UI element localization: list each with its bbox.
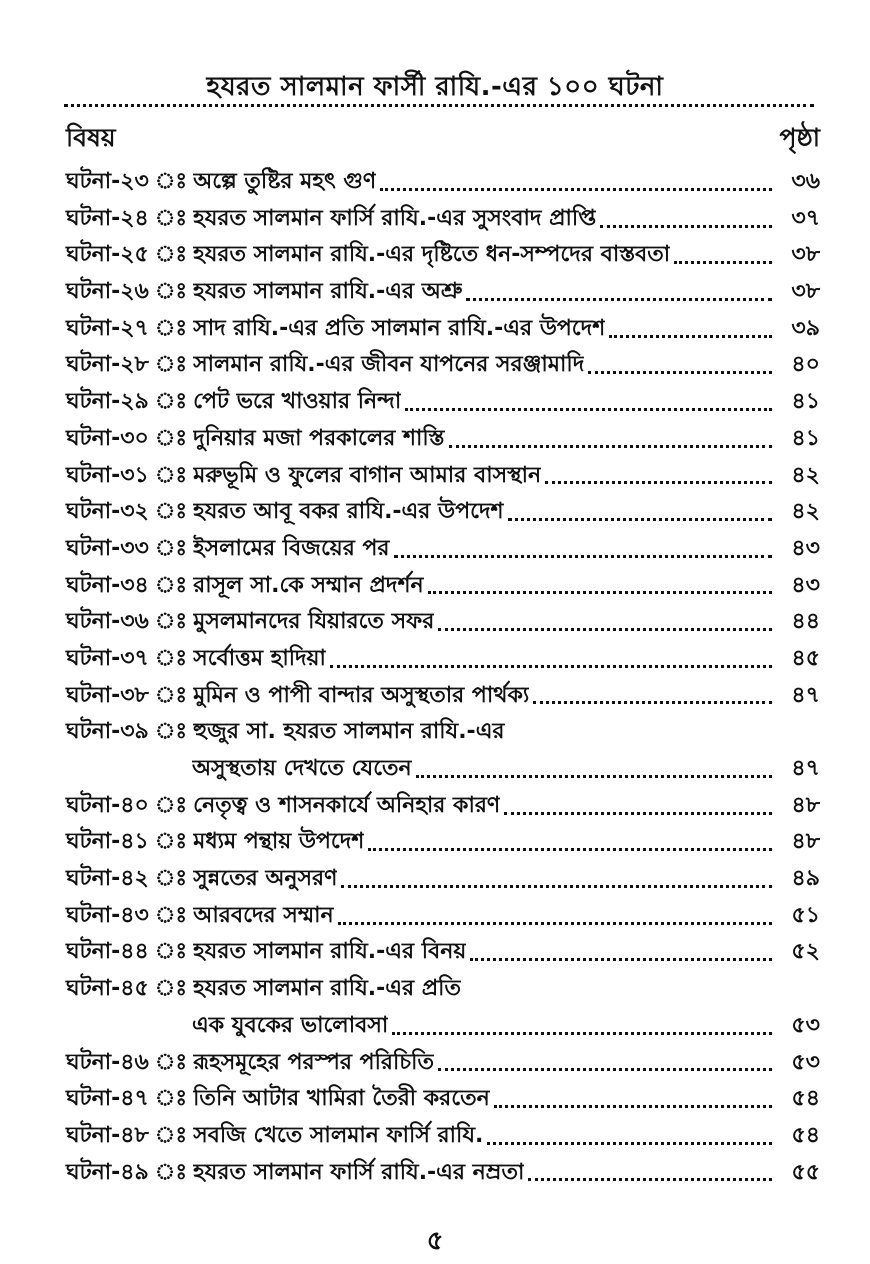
- toc-entry: [66, 201, 820, 238]
- entry-page: ৫২: [791, 939, 820, 965]
- entry-title: হযরত সালমান রাযি.-এর অশ্রু: [193, 279, 463, 305]
- dot-leader: [405, 408, 772, 411]
- entry-number: ঘটনা-২৪: [66, 205, 149, 231]
- entry-number: ঘটনা-৩১: [66, 462, 149, 488]
- entry-separator: ঃ: [154, 719, 188, 745]
- entry-separator: ঃ: [154, 866, 188, 892]
- dot-leader: [449, 445, 773, 448]
- column-headings: [66, 118, 820, 161]
- entry-title: সুন্নতের অনুসরণ: [193, 866, 338, 892]
- dot-leader: [330, 665, 772, 668]
- entry-separator: ঃ: [154, 535, 188, 561]
- entry-title: রূহসমূহের পরস্পর পরিচিতি: [193, 1049, 434, 1075]
- entry-title: হযরত সালমান ফার্সি রাযি.-এর সুসংবাদ প্রাপ্তি: [193, 205, 597, 231]
- entry-title: হযরত সালমান রাযি.-এর দৃষ্টিতে ধন-সম্পদের বাস্তবতা: [193, 242, 671, 268]
- entry-page: ৫১: [791, 902, 820, 928]
- entry-title: অল্পে তুষ্টির মহৎ গুণ: [193, 169, 377, 194]
- dot-leader: [588, 371, 772, 374]
- entry-page: ৪৩: [791, 572, 820, 598]
- entry-title-continued: অসুস্থতায় দেখতে যেতেন: [192, 756, 412, 781]
- entry-page: ৩৭: [791, 205, 820, 231]
- entry-title: সাদ রাযি.-এর প্রতি সালমান রাযি.-এর উপদেশ: [193, 315, 606, 341]
- entry-page: ৪৫: [791, 645, 820, 671]
- entry-title: হযরত সালমান রাযি.-এর প্রতি: [193, 976, 461, 1002]
- entry-number: ঘটনা-২৯: [66, 389, 149, 415]
- entry-number: ঘটনা-২৭: [66, 315, 149, 341]
- entry-separator: ঃ: [154, 1122, 188, 1148]
- entry-page: ৪৭: [791, 682, 820, 708]
- header-dotted-rule: [64, 104, 814, 107]
- toc-entry: [66, 788, 820, 825]
- entry-title: হযরত সালমান ফার্সি রাযি.-এর নম্রতা: [193, 1159, 525, 1185]
- entry-number: ঘটনা-২৩: [66, 169, 149, 194]
- entry-page: ৪১: [791, 425, 820, 451]
- entry-number: ঘটনা-৩৩: [66, 535, 149, 561]
- entry-title: সালমান রাযি.-এর জীবন যাপনের সরঞ্জামাদি: [193, 352, 585, 378]
- dot-leader: [338, 922, 772, 925]
- table-of-contents: [66, 164, 820, 1191]
- dot-leader: [394, 555, 772, 558]
- entry-number: ঘটনা-৩২: [66, 499, 149, 525]
- entry-page: ৫৪: [791, 1086, 820, 1112]
- entry-page: ৪২: [791, 462, 820, 488]
- entry-separator: ঃ: [154, 682, 188, 708]
- entry-number: ঘটনা-৪৫: [66, 976, 149, 1002]
- toc-entry: [66, 421, 820, 458]
- entry-number: ঘটনা-৩০: [66, 425, 149, 451]
- toc-entry: [66, 531, 820, 568]
- entry-page: ৩৯: [791, 315, 820, 341]
- subject-heading: বিষয়: [66, 123, 116, 152]
- entry-number: ঘটনা-৪৬: [66, 1049, 149, 1075]
- page-number: ৫: [426, 1226, 444, 1256]
- entry-page: ৫৪: [791, 1122, 820, 1148]
- entry-separator: ঃ: [154, 1159, 188, 1185]
- dot-leader: [528, 1178, 772, 1181]
- dot-leader: [494, 1105, 772, 1108]
- entry-title: মুসলমানদের যিয়ারতে সফর: [193, 609, 435, 635]
- dot-leader: [368, 848, 772, 851]
- entry-separator: ঃ: [154, 1049, 188, 1075]
- dot-leader: [674, 261, 772, 264]
- toc-entry: [66, 347, 820, 384]
- entry-page: ৩৬: [791, 169, 820, 194]
- toc-entry: [66, 568, 820, 605]
- toc-entry-continuation: [66, 1008, 820, 1045]
- entry-page: ৪০: [791, 352, 820, 378]
- entry-number: ঘটনা-৪২: [66, 866, 149, 892]
- entry-separator: ঃ: [154, 939, 188, 965]
- toc-entry: [66, 274, 820, 311]
- dot-leader: [487, 1142, 772, 1145]
- entry-separator: ঃ: [154, 499, 188, 525]
- entry-title: মধ্যম পন্থায় উপদেশ: [193, 829, 365, 855]
- entry-number: ঘটনা-২৮: [66, 352, 149, 378]
- dot-leader: [545, 481, 772, 484]
- entry-number: ঘটনা-৪৮: [66, 1122, 149, 1148]
- entry-number: ঘটনা-৪৪: [66, 939, 149, 965]
- dot-leader: [341, 885, 772, 888]
- entry-number: ঘটনা-৪৭: [66, 1086, 149, 1112]
- entry-separator: ঃ: [154, 902, 188, 928]
- dot-leader: [428, 591, 772, 594]
- toc-entry: [66, 458, 820, 495]
- toc-entry: [66, 971, 820, 1008]
- entry-page: ৫৩: [791, 1012, 820, 1038]
- entry-page: ৪৯: [791, 866, 820, 892]
- entry-title-continued: এক যুবকের ভালোবসা: [192, 1012, 389, 1038]
- entry-page: ৪৭: [791, 756, 820, 781]
- entry-page: ৪৮: [791, 792, 820, 818]
- toc-entry: [66, 604, 820, 641]
- entry-number: ঘটনা-৪৯: [66, 1159, 149, 1185]
- entry-separator: ঃ: [154, 279, 188, 305]
- entry-separator: ঃ: [154, 976, 188, 1002]
- dot-leader: [508, 518, 772, 521]
- dot-leader: [380, 188, 772, 191]
- entry-title: রাসূল সা.কে সম্মান প্রদর্শন: [193, 572, 424, 598]
- entry-number: ঘটনা-৩৪: [66, 572, 149, 598]
- entry-title: ইসলামের বিজয়ের পর: [193, 535, 390, 561]
- entry-title: নেতৃত্ব ও শাসনকার্যে অনিহার কারণ: [193, 792, 501, 818]
- entry-title: মরুভূমি ও ফুলের বাগান আমার বাসস্থান: [193, 462, 542, 488]
- entry-separator: ঃ: [154, 572, 188, 598]
- entry-title: মুমিন ও পাপী বান্দার অসুস্থতার পার্থক্য: [193, 682, 530, 708]
- toc-entry: [66, 1045, 820, 1082]
- entry-separator: ঃ: [154, 169, 188, 194]
- entry-number: ঘটনা-৩৭: [66, 645, 149, 671]
- page-heading: পৃষ্ঠা: [779, 123, 820, 152]
- entry-title: হুজুর সা. হযরত সালমান রাযি.-এর: [193, 719, 505, 745]
- entry-title: সর্বোত্তম হাদিয়া: [193, 645, 326, 671]
- entry-number: ঘটনা-২৫: [66, 242, 149, 268]
- entry-number: ঘটনা-৪০: [66, 792, 149, 818]
- dot-leader: [438, 1068, 772, 1071]
- entry-separator: ঃ: [154, 462, 188, 488]
- entry-page: ৪৪: [791, 609, 820, 635]
- entry-separator: ঃ: [154, 792, 188, 818]
- entry-separator: ঃ: [154, 205, 188, 231]
- entry-page: ৪১: [791, 389, 820, 415]
- toc-entry: [66, 678, 820, 715]
- entry-separator: ঃ: [154, 609, 188, 635]
- toc-entry: [66, 237, 820, 274]
- dot-leader: [392, 1032, 772, 1035]
- entry-number: ঘটনা-৩৮: [66, 682, 149, 708]
- toc-entry: [66, 1081, 820, 1118]
- toc-entry: [66, 1155, 820, 1192]
- toc-entry: [66, 824, 820, 861]
- dot-leader: [438, 628, 772, 631]
- entry-page: ৪২: [791, 499, 820, 525]
- entry-page: ৩৮: [791, 242, 820, 268]
- entry-separator: ঃ: [154, 315, 188, 341]
- dot-leader: [600, 225, 772, 228]
- entry-page: ৫৩: [791, 1049, 820, 1075]
- entry-page: ৩৮: [791, 279, 820, 305]
- dot-leader: [466, 298, 772, 301]
- toc-entry: [66, 641, 820, 678]
- entry-title: দুনিয়ার মজা পরকালের শাস্তি: [193, 425, 445, 451]
- entry-separator: ঃ: [154, 645, 188, 671]
- entry-number: ঘটনা-২৬: [66, 279, 149, 305]
- toc-entry: [66, 898, 820, 935]
- toc-entry: [66, 934, 820, 971]
- entry-separator: ঃ: [154, 242, 188, 268]
- toc-entry: [66, 384, 820, 421]
- entry-title: তিনি আটার খামিরা তৈরী করতেন: [193, 1086, 490, 1112]
- entry-separator: ঃ: [154, 352, 188, 378]
- toc-entry: [66, 311, 820, 348]
- entry-title: আরবদের সম্মান: [193, 902, 334, 928]
- toc-entry: [66, 714, 820, 751]
- toc-entry: [66, 164, 820, 201]
- entry-separator: ঃ: [154, 425, 188, 451]
- entry-page: ৪৩: [791, 535, 820, 561]
- running-header: হযরত সালমান ফার্সী রাযি.-এর ১০০ ঘটনা: [206, 72, 664, 102]
- dot-leader: [533, 701, 772, 704]
- entry-title: হযরত সালমান রাযি.-এর বিনয়: [193, 939, 467, 965]
- entry-page: ৫৫: [791, 1159, 820, 1185]
- dot-leader: [470, 958, 772, 961]
- entry-separator: ঃ: [154, 1086, 188, 1112]
- entry-number: ঘটনা-৪১: [66, 829, 149, 855]
- entry-number: ঘটনা-৩৯: [66, 719, 149, 745]
- dot-leader: [416, 775, 772, 778]
- entry-separator: ঃ: [154, 389, 188, 415]
- entry-title: পেট ভরে খাওয়ার নিন্দা: [193, 389, 402, 415]
- entry-title: সবজি খেতে সালমান ফার্সি রাযি.: [193, 1122, 484, 1148]
- dot-leader: [609, 335, 772, 338]
- toc-entry-continuation: [66, 751, 820, 788]
- entry-number: ঘটনা-৪৩: [66, 902, 149, 928]
- entry-title: হযরত আবূ বকর রাযি.-এর উপদেশ: [193, 499, 504, 525]
- dot-leader: [504, 812, 772, 815]
- toc-entry: [66, 494, 820, 531]
- entry-separator: ঃ: [154, 829, 188, 855]
- entry-number: ঘটনা-৩৬: [66, 609, 149, 635]
- entry-page: ৪৮: [791, 829, 820, 855]
- toc-entry: [66, 1118, 820, 1155]
- toc-entry: [66, 861, 820, 898]
